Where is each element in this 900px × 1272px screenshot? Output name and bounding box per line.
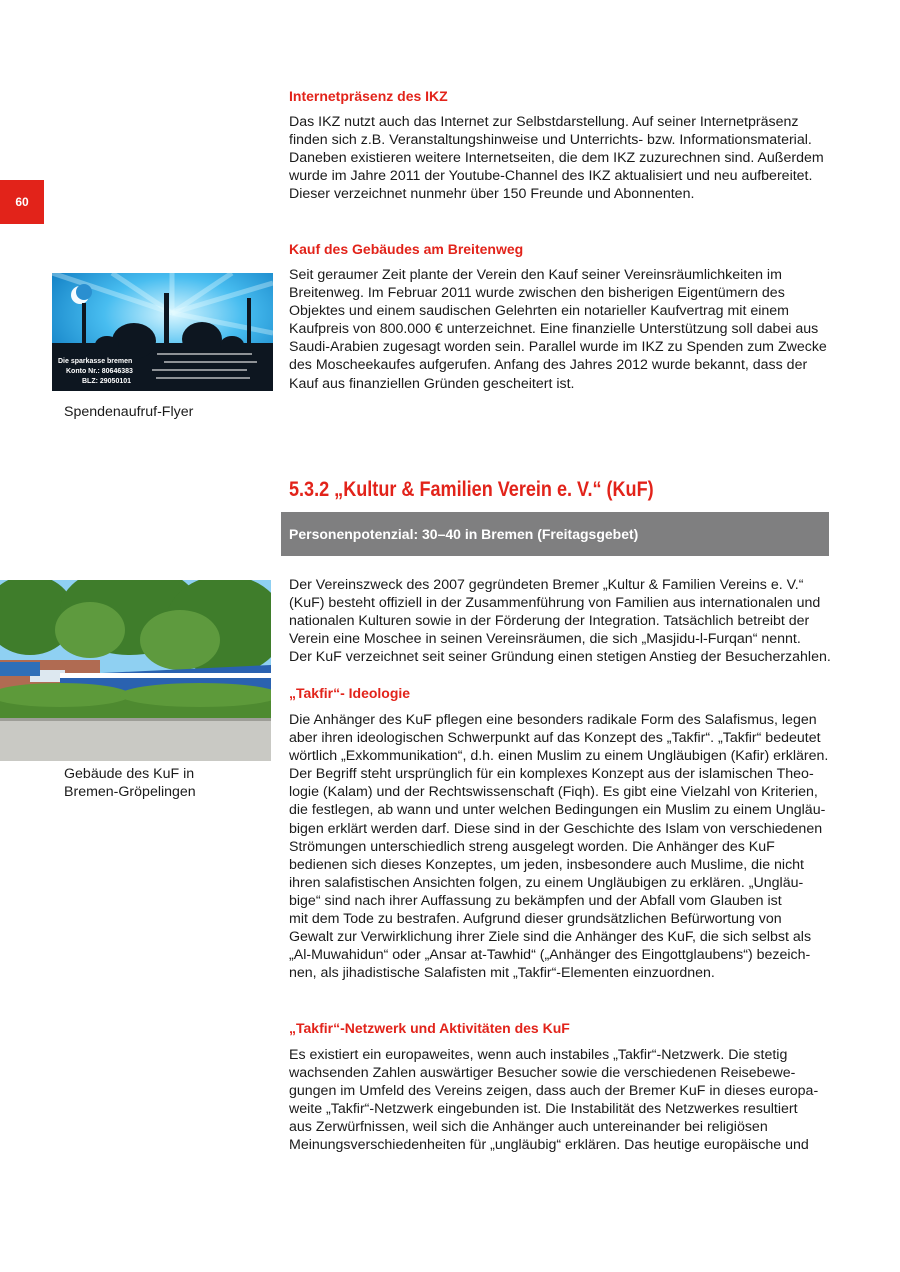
building-caption: Gebäude des KuF in Bremen-Gröpelingen xyxy=(64,766,196,801)
heading-kauf-gebaeude: Kauf des Gebäudes am Breitenweg xyxy=(289,241,524,257)
heading-takfir-netzwerk: „Takfir“-Netzwerk und Aktivitäten des KuF xyxy=(289,1020,570,1036)
heading-internetpraesenz: Internetpräsenz des IKZ xyxy=(289,88,448,104)
building-image xyxy=(0,580,271,761)
paragraph-takfir-netzwerk: Es existiert ein europaweites, wenn auch instabiles „Takfir“-Netzwerk. Die stetig wachsenden Zahlen auswärtiger Besucher sowie die verschiedenen Reisebewe- gungen im Umfeld des Vereins zeigen, dass auch der Bremer KuF in dieses europa- weite „Takfir“-Netzwerk eingebunden ist. Die Instabilität des Netzwerkes resultiert aus Zerwürfnissen, weil sich die Anhänger auch untereinander bei religiösen Meinungsverschiedenheiten für „ungläubig“ erklären. Das heutige europäische und xyxy=(289,1047,819,1154)
page-number-tab: 60 xyxy=(0,180,44,224)
flyer-blz: BLZ: 29050101 xyxy=(82,378,132,385)
flyer-image xyxy=(52,273,273,391)
personenpotenzial-bar: Personenpotenzial: 30–40 in Bremen (Freitagsgebet) xyxy=(281,512,829,556)
paragraph-kuf-intro: Der Vereinszweck des 2007 gegründeten Bremer „Kultur & Familien Vereins e. V.“ (KuF) besteht offiziell in der Zusammenführung von Familien aus internationalen und nationalen Kulturen sowie in der Förderung der Integration. Tatsächlich betreibt der Verein eine Moschee in seinen Vereinsräumen, die sich „Masjidu-l-Furqan“ nennt. Der KuF verzeichnet seit seiner Gründung einen stetigen Anstieg der Besucherzahlen. xyxy=(289,577,831,666)
paragraph-internetpraesenz: Das IKZ nutzt auch das Internet zur Selbstdarstellung. Auf seiner Internetpräsenz finden sich z.B. Veranstaltungshinweise und Unterrichts- bzw. Informationsmaterial. Daneben existieren weitere Internetseiten, die dem IKZ zuzurechnen sind. Außerdem wurde im Jahre 2011 der Youtube-Channel des IKZ aktualisiert und neu aufbereitet. Dieser verzeichnet nunmehr über 150 Freunde und Abonnenten. xyxy=(289,114,824,203)
heading-takfir-ideologie: „Takfir“- Ideologie xyxy=(289,685,411,701)
paragraph-kauf-gebaeude: Seit geraumer Zeit plante der Verein den Kauf seiner Vereinsräumlichkeiten im Breitenweg. Im Februar 2011 wurde zwischen den bisherigen Eigentümern des Objektes und einem saudischen Gelehrten ein notarieller Kaufvertrag mit einem Kaufpreis von 800.000 € unterzeichnet. Eine finanzielle Unterstützung soll dabei aus Saudi-Arabien zugesagt worden sein. Parallel wurde im IKZ zu Spenden zum Zwecke des Moscheekaufes aufgerufen. Anfang des Jahres 2012 wurde bekannt, dass der Kauf aus finanziellen Gründen gescheitert ist. xyxy=(289,267,827,392)
section-title-kuf: 5.3.2 „Kultur & Familien Verein e. V.“ (KuF) xyxy=(289,478,654,501)
flyer-bank-name: Die sparkasse bremen xyxy=(58,358,133,365)
flyer-account-number: Konto Nr.: 80646383 xyxy=(66,368,133,375)
paragraph-takfir-ideologie: Die Anhänger des KuF pflegen eine besonders radikale Form des Salafismus, legen aber ihren ideologischen Schwerpunkt auf das Konzept des „Takfir“. „Takfir“ bedeutet wörtlich „Exkommunikation“, d.h. einen Muslim zu einem Ungläubigen (Kafir) erklären. Der Begriff steht ursprünglich für ein komplexes Konzept aus der islamischen Theo- logie (Kalam) und der Rechtswissenschaft (Fiqh). Es gibt eine Vielzahl von Kriterien, die festlegen, ab wann und unter welchen Bedingungen ein Muslim zu einem Ungläu- bigen erklärt werden darf. Diese sind in der Geschichte des Islam von verschiedenen Strömungen unterschiedlich streng ausgelegt worden. Die Anhänger des KuF bedienen sich dieses Konzeptes, um jeden, insbesondere auch Muslime, die nicht ihren salafistischen Ansichten folgen, zu einem Ungläubigen zu erklären. „Ungläu- bige“ sind nach ihrer Auffassung zu bekämpfen und der Abfall vom Glauben ist mit dem Tode zu bestrafen. Aufgrund dieser grundsätzlichen Befürwortung von Gewalt zur Verwirklichung ihrer Ziele sind die Anhänger des KuF, die sich selbst als „Al-Muwahidun“ oder „Ansar at-Tawhid“ („Anhänger des Eingottglaubens“) bezeich- nen, als jihadistische Salafisten mit „Takfir“-Elementen einzuordnen. xyxy=(289,712,829,982)
flyer-caption: Spendenaufruf-Flyer xyxy=(64,404,194,420)
